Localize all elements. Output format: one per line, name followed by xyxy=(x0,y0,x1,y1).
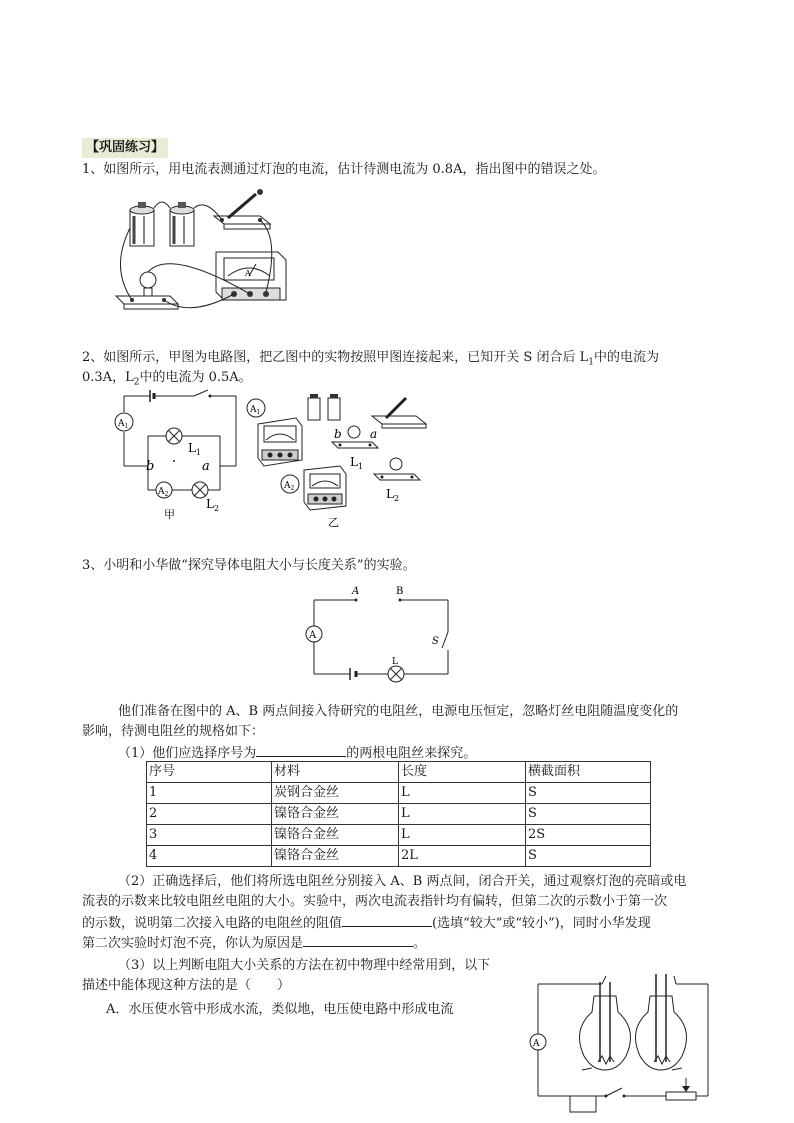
question-1-text: 1、如图所示，用电流表测通过灯泡的电流，估计待测电流为 0.8A，指出图中的错误之处。 xyxy=(82,162,606,177)
yi-a2-label: $A_2$ xyxy=(284,481,295,492)
jia-a2-label: $A_2$ xyxy=(158,487,169,498)
yi-l1-label: $L_1$ xyxy=(350,455,364,471)
ammeter xyxy=(216,252,286,300)
q3-part-2-line-1: （2）正确选择后，他们将所选电阻丝分别接入 A、B 两点间，闭合开关，通过观察灯泡的亮暗或电 xyxy=(118,874,687,889)
q3-part-2-line-3: 的示数，说明第二次接入电路的电阻丝的阻值 (选填“较大”或“较小”)，同时小华发现 xyxy=(82,912,651,934)
q3-circuit xyxy=(296,584,456,684)
table-cell: 3 xyxy=(147,825,272,846)
table-header-cell: 序号 xyxy=(147,762,272,783)
q2-circuit-diagram xyxy=(110,390,240,520)
q3-part-1: （1）他们应选择序号为 的两根电阻丝来探究。 xyxy=(118,742,476,764)
jia-a1-label: $A_1$ xyxy=(118,419,129,430)
answer-blank-1[interactable] xyxy=(256,742,346,757)
question-3-intro: 3、小明和小华做“探究导体电阻大小与长度关系”的实验。 xyxy=(82,558,416,573)
table-cell: L xyxy=(399,804,526,825)
q3-bulbs-figure xyxy=(526,972,720,1114)
section-title: 【巩固练习】 xyxy=(82,138,168,158)
table-cell: 1 xyxy=(147,783,272,804)
battery-box xyxy=(570,1096,596,1112)
q3-circuit-point-b: B xyxy=(396,586,404,597)
table-header-cell: 长度 xyxy=(399,762,526,783)
bulb-l2 xyxy=(374,458,420,480)
ammeter-a2 xyxy=(304,466,346,510)
battery-2 xyxy=(170,202,194,246)
question-2-line-1: 2、如图所示，甲图为电路图，把乙图中的实物按照甲图连接起来，已知开关 S 闭合后 $L_1$中的电流为 xyxy=(82,350,659,368)
table-header-cell: 材料 xyxy=(272,762,399,783)
table-cell: 2L xyxy=(399,846,526,867)
batteries xyxy=(308,394,340,420)
table-cell: S xyxy=(526,804,651,825)
jia-l1-label: $L_1$ xyxy=(188,441,202,457)
table-cell: 镍铬合金丝 xyxy=(272,804,399,825)
yi-a-label: a xyxy=(370,427,378,441)
yi-a1-label: $A_1$ xyxy=(250,405,261,416)
table-cell: 2 xyxy=(147,804,272,825)
q3-part-2-line-2: 流表的示数来比较电阻丝电阻的大小。实验中，两次电流表指针均有偏转，但第二次的示数小于第一次 xyxy=(82,894,668,909)
table-cell: 4 xyxy=(147,846,272,867)
jia-b-label: b xyxy=(146,459,155,474)
q3-circuit-point-a: A xyxy=(352,586,360,597)
knife-switch xyxy=(214,189,270,229)
table-row xyxy=(147,825,651,846)
table-cell: 镍铬合金丝 xyxy=(272,825,399,846)
q2-components-figure xyxy=(244,390,434,530)
table-cell: 2S xyxy=(526,825,651,846)
table-row xyxy=(147,804,651,825)
q3-circuit-switch-label: S xyxy=(432,636,439,647)
knife-switch-2 xyxy=(372,398,426,428)
table-cell: L xyxy=(399,825,526,846)
table-cell: 镍铬合金丝 xyxy=(272,846,399,867)
question-2-line-2: 0.3A，$L_2$中的电流为 0.5A。 xyxy=(82,370,252,388)
table-header-cell: 横截面积 xyxy=(526,762,651,783)
q3-circuit-lamp-label: L xyxy=(392,657,398,667)
table-cell: S xyxy=(526,846,651,867)
q3-para-line-2: 影响，待测电阻丝的规格如下： xyxy=(82,724,265,739)
table-cell: L xyxy=(399,783,526,804)
answer-blank-2[interactable] xyxy=(342,912,432,927)
q3-part-3-option-a: A．水压使水管中形成水流，类似地，电压使电路中形成电流 xyxy=(106,1002,454,1017)
jia-a-label: a xyxy=(202,459,210,474)
q1-figure xyxy=(110,188,290,328)
yi-b-label: b xyxy=(334,427,342,441)
ammeter-a1 xyxy=(258,418,302,466)
table-cell: S xyxy=(526,783,651,804)
q3-part-3-line-1: （3）以上判断电阻大小关系的方法在初中物理中经常用到，以下 xyxy=(118,958,491,973)
answer-blank-3[interactable] xyxy=(303,932,413,947)
bulbs-ammeter-label: A xyxy=(533,1039,540,1049)
table-row xyxy=(147,783,651,804)
jia-caption: 甲 xyxy=(164,508,175,521)
q3-circuit-ammeter-label: A xyxy=(309,630,317,641)
bulb-on-base xyxy=(116,272,178,309)
glass-bulb-left xyxy=(580,982,631,1070)
resistance-wire-table xyxy=(146,761,651,867)
q3-para-line-1: 他们准备在图中的 A、B 两点间接入待研究的电阻丝，电源电压恒定，忽略灯丝电阻随温度变化的 xyxy=(118,704,679,719)
table-row xyxy=(147,846,651,867)
q3-part-3-line-2: 描述中能体现这种方法的是（ ） xyxy=(82,978,291,993)
jia-l2-label: $L_2$ xyxy=(206,497,220,513)
svg-text:A: A xyxy=(245,269,251,278)
yi-l2-label: $L_2$ xyxy=(386,487,400,503)
battery-1 xyxy=(130,202,154,246)
table-header-row xyxy=(147,762,651,783)
glass-bulb-right xyxy=(636,974,687,1070)
q3-part-2-line-4: 第二次实验时灯泡不亮，你认为原因是 。 xyxy=(82,932,426,954)
yi-caption: 乙 xyxy=(328,516,339,529)
table-cell: 炭钢合金丝 xyxy=(272,783,399,804)
rheostat xyxy=(666,1092,696,1100)
